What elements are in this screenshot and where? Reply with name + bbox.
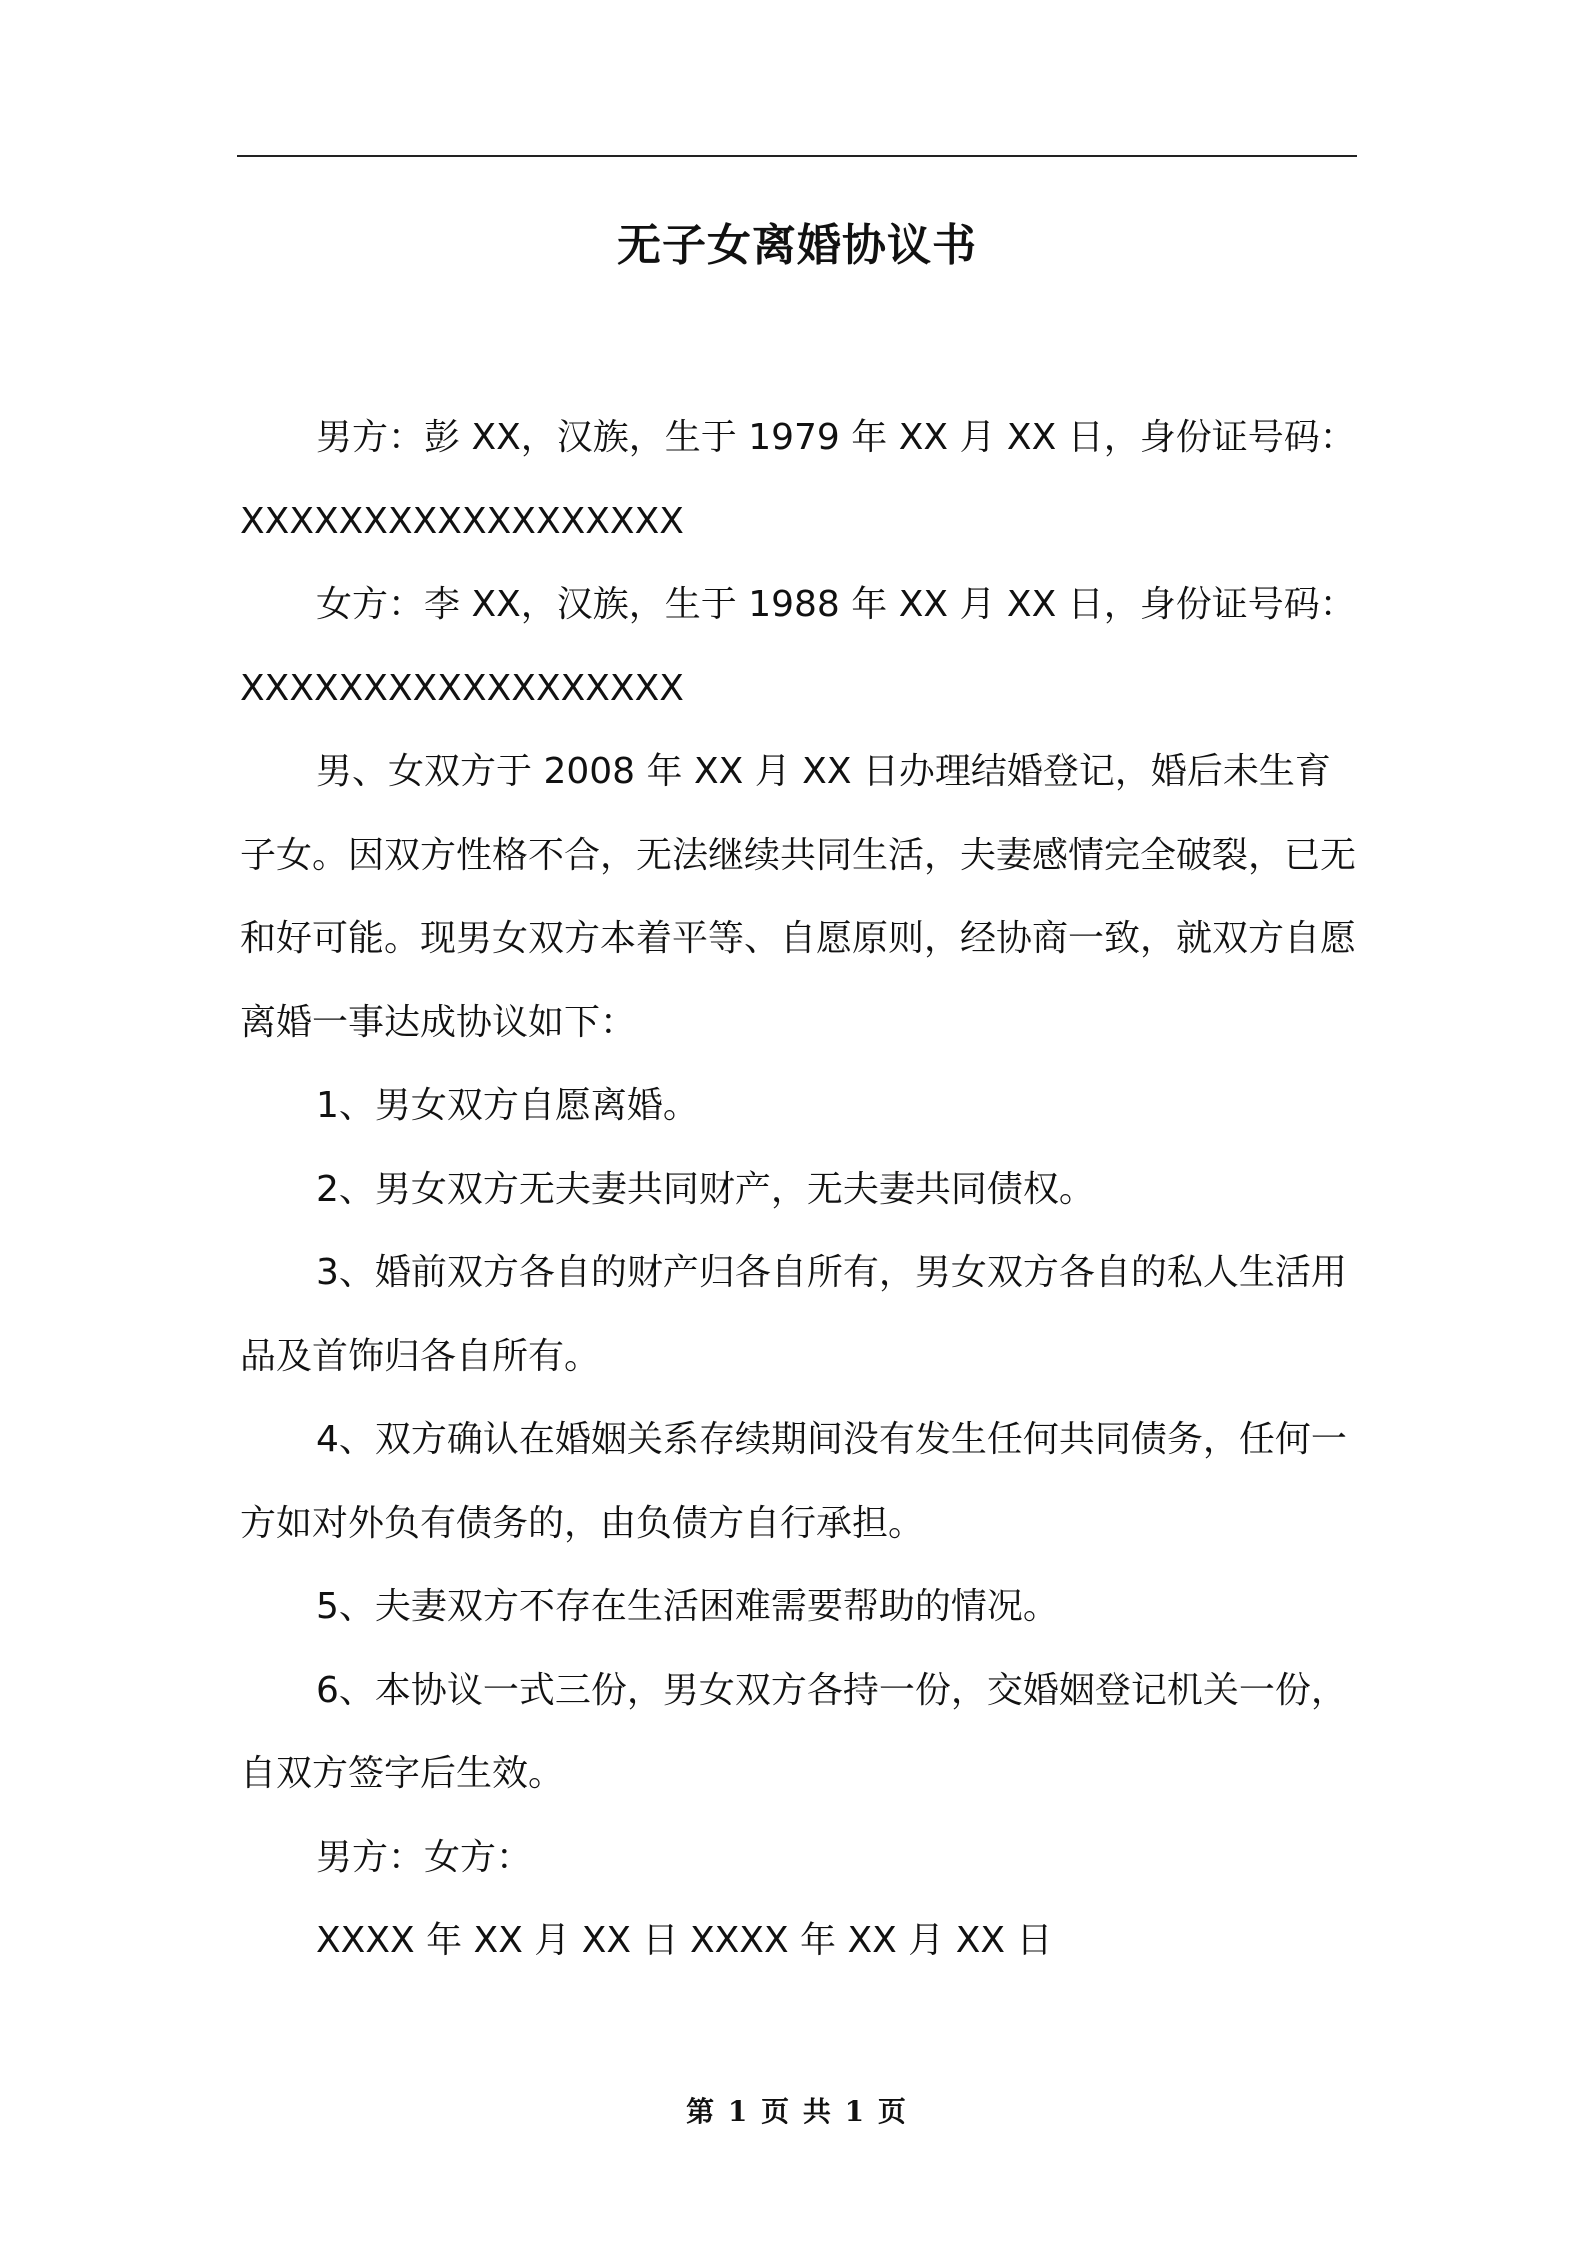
date-line: XXXX 年 XX 月 XX 日 XXXX 年 XX 月 XX 日	[316, 1920, 1053, 1961]
clause-3: 3、婚前双方各自的财产归各自所有，男女双方各自的私人生活用品及首饰归各自所有。	[240, 1252, 1347, 1377]
clause-6: 6、本协议一式三份，男女双方各持一份，交婚姻登记机关一份，自双方签字后生效。	[240, 1669, 1347, 1794]
clause-2: 2、男女双方无夫妻共同财产，无夫妻共同债权。	[316, 1168, 1095, 1210]
clause-1: 1、男女双方自愿离婚。	[316, 1085, 699, 1126]
clause-5: 5、夫妻双方不存在生活困难需要帮助的情况。	[316, 1586, 1059, 1627]
header-divider	[237, 155, 1357, 157]
clause-4: 4、双方确认在婚姻关系存续期间没有发生任何共同债务，任何一方如对外负有债务的，由负债方自行承担。	[240, 1419, 1347, 1544]
page-number: 第 1 页 共 1 页	[686, 2095, 908, 2128]
paragraph-preamble: 男、女双方于 2008 年 XX 月 XX 日办理结婚登记，婚后未生育子女。因双方性格不合，无法继续共同生活，夫妻感情完全破裂，已无和好可能。现男女双方本着平等、自愿原则，经协商一致，就双方自愿离婚一事达成协议如下：	[240, 751, 1357, 1043]
signature-line: 男方：女方：	[316, 1836, 533, 1878]
document-body	[240, 396, 1360, 1983]
paragraph-wife-info: 女方：李 XX，汉族，生于 1988 年 XX 月 XX 日，身份证号码：XXXXXXXXXXXXXXXXXX	[240, 584, 1356, 709]
paragraph-husband-info: 男方：彭 XX，汉族，生于 1979 年 XX 月 XX 日，身份证号码：XXXXXXXXXXXXXXXXXX	[240, 417, 1356, 542]
document-title: 无子女离婚协议书	[617, 220, 977, 271]
